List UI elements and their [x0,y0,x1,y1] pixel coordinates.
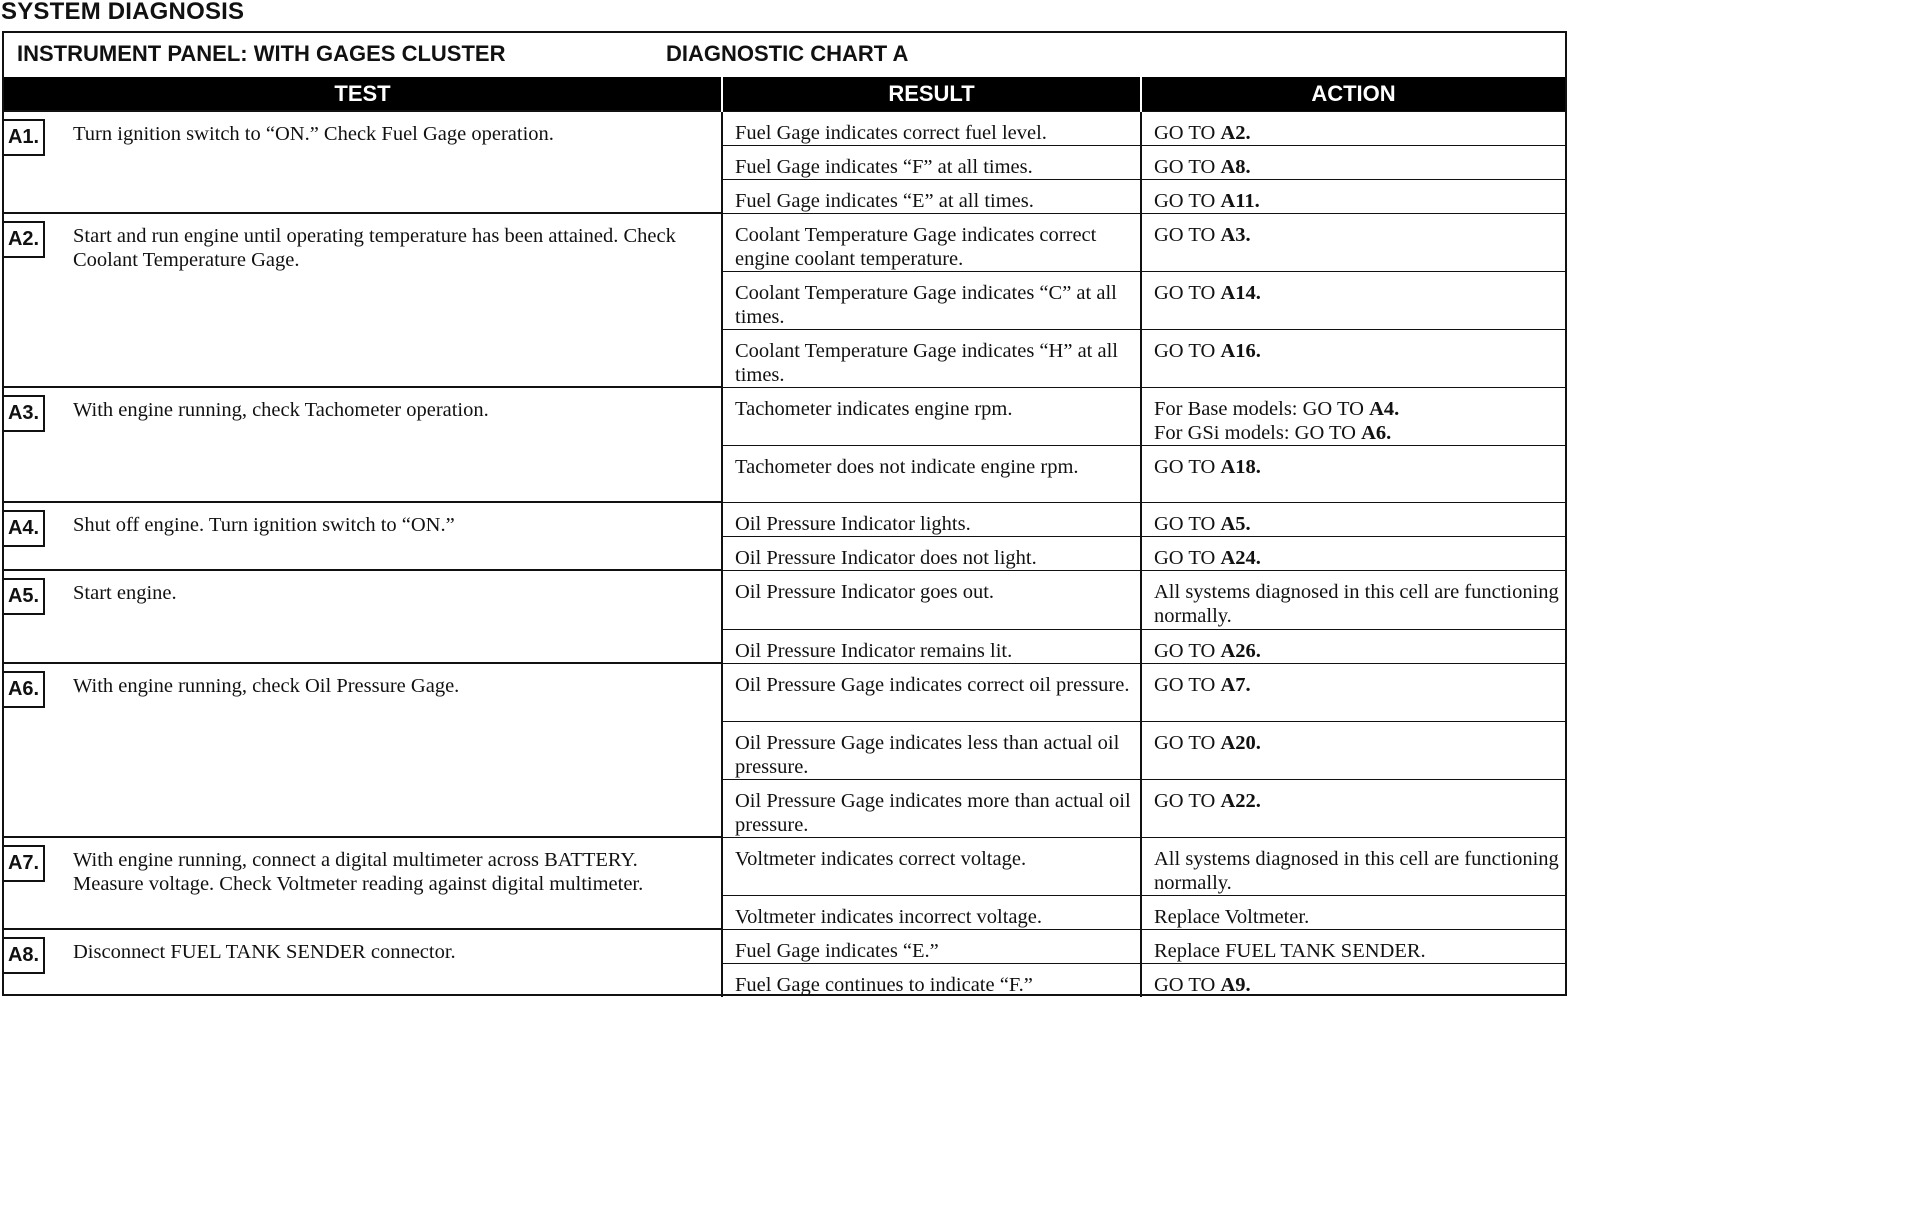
result-cell: Tachometer indicates engine rpm. [722,387,1141,445]
test-cell [4,502,722,570]
action-line [1154,789,1559,813]
action-line [1154,731,1559,755]
action-cell [1141,111,1565,145]
test-cell [4,663,722,837]
result-cell: Voltmeter indicates correct voltage. [722,837,1141,895]
action-cell [1141,837,1565,895]
action-line [1154,512,1559,536]
test-cell [4,570,722,663]
action-text: GO TO [1154,639,1221,662]
action-text: GO TO [1154,512,1221,535]
result-cell: Fuel Gage indicates “E.” [722,929,1141,963]
action-text: GO TO [1154,223,1221,246]
action-cell [1141,963,1565,997]
action-text: For Base models: GO TO [1154,397,1370,420]
result-cell: Fuel Gage indicates “F” at all times. [722,145,1141,179]
test-instruction: Disconnect FUEL TANK SENDER connector. [73,941,456,963]
action-cell [1141,179,1565,213]
step-id-badge: A8. [4,937,45,974]
action-target-step: A24. [1220,546,1261,569]
action-cell [1141,663,1565,721]
action-text: GO TO [1154,673,1221,696]
test-instruction: Turn ignition switch to “ON.” Check Fuel Gage operation. [73,123,554,145]
action-text: GO TO [1154,731,1221,754]
table-row [4,111,1565,145]
action-line [1154,189,1559,213]
action-line [1154,546,1559,570]
step-id-badge: A7. [4,845,45,882]
chart-title: DIAGNOSTIC CHART A [666,41,909,66]
result-cell: Coolant Temperature Gage indicates “H” at all times. [722,329,1141,387]
action-line [1154,223,1559,247]
action-cell [1141,629,1565,663]
action-text: All systems diagnosed in this cell are functioning normally. [1154,847,1559,894]
table-row [4,570,1565,629]
result-cell: Coolant Temperature Gage indicates correct engine coolant temperature. [722,213,1141,271]
action-text: For GSi models: GO TO [1154,421,1362,444]
result-cell: Coolant Temperature Gage indicates “C” at all times. [722,271,1141,329]
result-cell: Oil Pressure Indicator does not light. [722,536,1141,570]
table-row [4,213,1565,271]
action-target-step: A16. [1220,339,1261,362]
action-line [1154,673,1559,697]
action-text: Replace Voltmeter. [1154,905,1310,928]
action-line [1154,905,1559,929]
test-cell [4,929,722,997]
table-row [4,663,1565,721]
action-line [1154,155,1559,179]
action-text: GO TO [1154,455,1221,478]
result-cell: Tachometer does not indicate engine rpm. [722,445,1141,502]
action-target-step: A4. [1369,397,1400,420]
result-cell: Oil Pressure Indicator goes out. [722,570,1141,629]
action-line [1154,339,1559,363]
test-cell [4,387,722,502]
table-row [4,929,1565,963]
action-target-step: A11. [1220,189,1260,212]
action-line [1154,121,1559,145]
action-target-step: A26. [1220,639,1261,662]
action-text: GO TO [1154,973,1221,996]
result-cell: Oil Pressure Gage indicates correct oil pressure. [722,663,1141,721]
action-target-step: A14. [1220,281,1261,304]
action-target-step: A3. [1220,223,1251,246]
action-text: GO TO [1154,281,1221,304]
action-line [1154,455,1559,479]
action-cell [1141,536,1565,570]
test-instruction: With engine running, connect a digital multimeter across BATTERY. Measure voltage. Check Voltmeter reading against digital multimeter. [73,849,644,895]
action-line [1154,580,1559,628]
action-target-step: A9. [1220,973,1251,996]
step-id-badge: A5. [4,578,45,615]
result-cell: Oil Pressure Indicator lights. [722,502,1141,536]
action-line [1154,939,1559,963]
result-cell: Fuel Gage continues to indicate “F.” [722,963,1141,997]
result-cell: Oil Pressure Indicator remains lit. [722,629,1141,663]
action-text: GO TO [1154,121,1221,144]
result-cell: Fuel Gage indicates correct fuel level. [722,111,1141,145]
result-cell: Oil Pressure Gage indicates more than actual oil pressure. [722,779,1141,837]
action-text: GO TO [1154,155,1221,178]
action-cell [1141,329,1565,387]
test-instruction: With engine running, check Oil Pressure Gage. [73,675,460,697]
action-line [1154,397,1559,421]
action-target-step: A2. [1220,121,1251,144]
action-cell [1141,570,1565,629]
test-instruction: With engine running, check Tachometer operation. [73,399,489,421]
action-line [1154,421,1559,445]
action-text: GO TO [1154,546,1221,569]
action-cell [1141,145,1565,179]
action-cell [1141,895,1565,929]
table-row [4,502,1565,536]
action-target-step: A8. [1220,155,1251,178]
panel-title: INSTRUMENT PANEL: WITH GAGES CLUSTER [17,41,506,66]
step-id-badge: A3. [4,395,45,432]
result-cell: Voltmeter indicates incorrect voltage. [722,895,1141,929]
table-row [4,387,1565,445]
step-id-badge: A1. [4,119,45,156]
action-line [1154,973,1559,997]
action-line [1154,281,1559,305]
action-cell [1141,502,1565,536]
action-target-step: A7. [1220,673,1251,696]
test-instruction: Shut off engine. Turn ignition switch to “ON.” [73,514,455,536]
step-id-badge: A6. [4,671,45,708]
action-cell [1141,445,1565,502]
action-text: All systems diagnosed in this cell are functioning normally. [1154,580,1559,627]
action-cell [1141,213,1565,271]
test-instruction: Start engine. [73,582,177,604]
action-line [1154,639,1559,663]
table-header-row [4,77,1565,111]
step-id-badge: A2. [4,221,45,258]
page-heading: SYSTEM DIAGNOSIS [1,0,245,25]
table-body [4,111,1565,997]
diagnostic-chart-panel [2,31,1567,996]
column-header-action: ACTION [1141,77,1565,111]
test-instruction: Start and run engine until operating temperature has been attained. Check Coolant Temperature Gage. [73,225,676,271]
action-text: GO TO [1154,189,1221,212]
result-cell: Oil Pressure Gage indicates less than actual oil pressure. [722,721,1141,779]
diagnostic-table [4,77,1565,997]
column-header-test: TEST [4,77,722,111]
action-cell [1141,387,1565,445]
action-target-step: A20. [1220,731,1261,754]
action-target-step: A5. [1220,512,1251,535]
test-cell [4,213,722,387]
action-text: Replace FUEL TANK SENDER. [1154,939,1426,962]
action-target-step: A22. [1220,789,1261,812]
test-cell [4,837,722,929]
action-cell [1141,721,1565,779]
action-target-step: A6. [1361,421,1392,444]
action-cell [1141,271,1565,329]
action-cell [1141,929,1565,963]
action-text: GO TO [1154,789,1221,812]
result-cell: Fuel Gage indicates “E” at all times. [722,179,1141,213]
action-line [1154,847,1559,895]
action-text: GO TO [1154,339,1221,362]
test-cell [4,111,722,213]
action-target-step: A18. [1220,455,1261,478]
action-cell [1141,779,1565,837]
step-id-badge: A4. [4,510,45,547]
column-header-result: RESULT [722,77,1141,111]
table-row [4,837,1565,895]
